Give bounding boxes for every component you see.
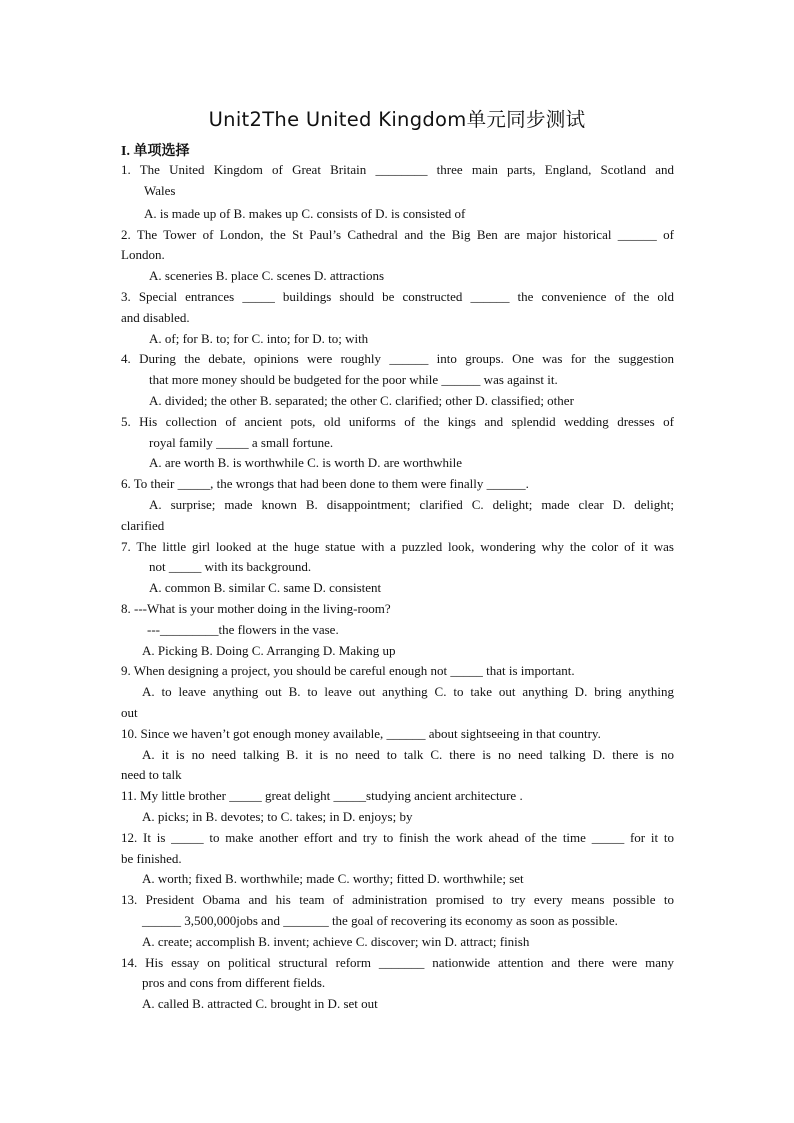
question-7-line-1: 7. The little girl looked at the huge statue with a puzzled look, wondering why the color of it was (121, 539, 674, 554)
question-13-line-1: 13. President Obama and his team of administration promised to try every means possible to (121, 892, 674, 907)
question-12-options: A. worth; fixed B. worthwhile; made C. worthy; fitted D. worthwhile; set (142, 871, 524, 886)
question-12-line-2: be finished. (121, 851, 182, 866)
question-4-options: A. divided; the other B. separated; the other C. clarified; other D. classified; other (149, 393, 574, 408)
question-8-line-2: ---_________the flowers in the vase. (147, 622, 339, 637)
question-14-line-1: 14. His essay on political structural reform _______ nationwide attention and there were many (121, 955, 674, 970)
question-1-line-2: Wales (144, 183, 176, 198)
question-3-line-1: 3. Special entrances _____ buildings should be constructed ______ the convenience of the old (121, 289, 674, 304)
question-3-line-2: and disabled. (121, 310, 190, 325)
question-10-line-1: 10. Since we haven’t got enough money available, ______ about sightseeing in that country. (121, 726, 601, 741)
question-6-options: A. surprise; made known B. disappointment; clarified C. delight; made clear D. delight; (149, 497, 674, 512)
question-12-line-1: 12. It is _____ to make another effort and try to finish the work ahead of the time _____ for it to (121, 830, 674, 845)
question-7-line-2: not _____ with its background. (149, 559, 312, 574)
question-13-options: A. create; accomplish B. invent; achieve C. discover; win D. attract; finish (142, 934, 530, 949)
question-2-options: A. sceneries B. place C. scenes D. attractions (149, 268, 385, 283)
question-6-line-1: 6. To their _____, the wrongs that had been done to them were finally ______. (121, 476, 529, 491)
question-9-options: A. to leave anything out B. to leave out anything C. to take out anything D. bring anything (142, 684, 674, 699)
question-14-options: A. called B. attracted C. brought in D. set out (142, 996, 378, 1011)
section-heading: I. 单项选择 (121, 144, 190, 159)
question-14-line-2: pros and cons from different fields. (142, 975, 326, 990)
question-1-line-1: 1. The United Kingdom of Great Britain ________ three main parts, England, Scotland and (121, 162, 674, 177)
question-2-line-2: London. (121, 247, 165, 262)
question-11-options: A. picks; in B. devotes; to C. takes; in D. enjoys; by (142, 809, 413, 824)
question-5-line-2: royal family _____ a small fortune. (149, 435, 334, 450)
question-4-line-1: 4. During the debate, opinions were roughly ______ into groups. One was for the suggestion (121, 351, 674, 366)
question-10-options-cont: need to talk (121, 767, 182, 782)
question-3-options: A. of; for B. to; for C. into; for D. to; with (149, 331, 369, 346)
question-5-line-1: 5. His collection of ancient pots, old uniforms of the kings and splendid wedding dresses of (121, 414, 674, 429)
question-13-line-2: ______ 3,500,000jobs and _______ the goal of recovering its economy as soon as possible. (142, 913, 618, 928)
question-1-options: A. is made up of B. makes up C. consists of D. is consisted of (144, 206, 466, 221)
question-6-options-cont: clarified (121, 518, 165, 533)
question-11-line-1: 11. My little brother _____ great delight _____studying ancient architecture . (121, 788, 523, 803)
question-5-options: A. are worth B. is worthwhile C. is worth D. are worthwhile (149, 455, 463, 470)
question-4-line-2: that more money should be budgeted for the poor while ______ was against it. (149, 372, 558, 387)
question-9-line-1: 9. When designing a project, you should be careful enough not _____ that is important. (121, 663, 575, 678)
question-2-line-1: 2. The Tower of London, the St Paul’s Cathedral and the Big Ben are major historical ______ of (121, 227, 674, 242)
question-10-options: A. it is no need talking B. it is no need to talk C. there is no need talking D. there is no (142, 747, 674, 762)
question-8-line-1: 8. ---What is your mother doing in the living-room? (121, 601, 391, 616)
question-9-options-cont: out (121, 705, 138, 720)
question-8-options: A. Picking B. Doing C. Arranging D. Making up (142, 643, 396, 658)
document-title: Unit2The United Kingdom单元同步测试 (208, 108, 586, 131)
question-7-options: A. common B. similar C. same D. consistent (149, 580, 382, 595)
